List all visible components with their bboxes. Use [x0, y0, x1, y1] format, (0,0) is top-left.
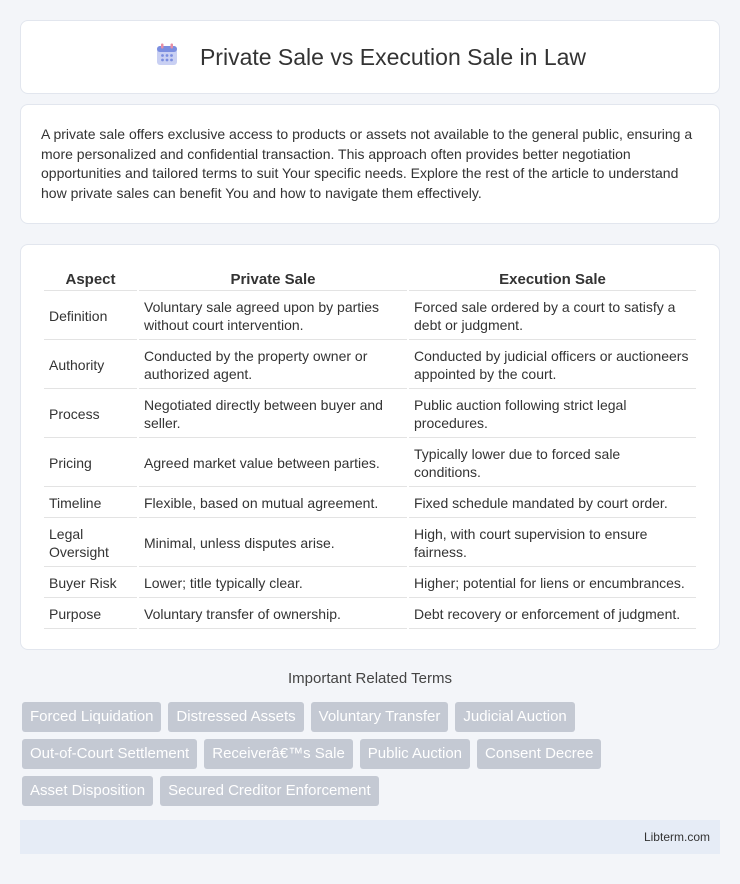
- execution-sale-cell: Debt recovery or enforcement of judgment.: [409, 600, 696, 629]
- related-term-tag[interactable]: Asset Disposition: [22, 776, 153, 806]
- footer-brand[interactable]: Libterm.com: [643, 830, 710, 844]
- table-row: [44, 520, 696, 567]
- header-execution-sale: Execution Sale: [409, 267, 696, 291]
- comparison-card: [20, 244, 720, 650]
- related-term-tag[interactable]: Public Auction: [360, 739, 470, 769]
- private-sale-cell: Voluntary sale agreed upon by parties without court intervention.: [139, 293, 407, 340]
- aspect-cell: Pricing: [44, 440, 137, 487]
- related-term-tag[interactable]: Forced Liquidation: [22, 702, 161, 732]
- execution-sale-cell: High, with court supervision to ensure fairness.: [409, 520, 696, 567]
- aspect-cell: Authority: [44, 342, 137, 389]
- aspect-cell: Legal Oversight: [44, 520, 137, 567]
- execution-sale-cell: Forced sale ordered by a court to satisfy a debt or judgment.: [409, 293, 696, 340]
- page-title: Private Sale vs Execution Sale in Law: [199, 43, 587, 70]
- comparison-table: [42, 265, 698, 631]
- aspect-cell: Process: [44, 391, 137, 438]
- execution-sale-cell: Higher; potential for liens or encumbrances.: [409, 569, 696, 598]
- execution-sale-cell: Conducted by judicial officers or auctioneers appointed by the court.: [409, 342, 696, 389]
- related-term-tag[interactable]: Receiverâ€™s Sale: [204, 739, 353, 769]
- table-row: [44, 600, 696, 629]
- aspect-cell: Timeline: [44, 489, 137, 518]
- private-sale-cell: Flexible, based on mutual agreement.: [139, 489, 407, 518]
- table-row: [44, 489, 696, 518]
- aspect-cell: Definition: [44, 293, 137, 340]
- private-sale-cell: Lower; title typically clear.: [139, 569, 407, 598]
- table-row: [44, 440, 696, 487]
- private-sale-cell: Negotiated directly between buyer and seller.: [139, 391, 407, 438]
- table-row: [44, 391, 696, 438]
- related-terms-list: [22, 702, 722, 806]
- header-private-sale: Private Sale: [139, 267, 407, 291]
- private-sale-cell: Voluntary transfer of ownership.: [139, 600, 407, 629]
- aspect-cell: Purpose: [44, 600, 137, 629]
- related-term-tag[interactable]: Out-of-Court Settlement: [22, 739, 197, 769]
- header-aspect: Aspect: [44, 267, 137, 291]
- table-row: [44, 293, 696, 340]
- title-card: [20, 20, 720, 94]
- calendar-icon: [154, 42, 180, 73]
- private-sale-cell: Minimal, unless disputes arise.: [139, 520, 407, 567]
- related-term-tag[interactable]: Consent Decree: [477, 739, 601, 769]
- related-term-tag[interactable]: Voluntary Transfer: [311, 702, 449, 732]
- execution-sale-cell: Fixed schedule mandated by court order.: [409, 489, 696, 518]
- execution-sale-cell: Public auction following strict legal procedures.: [409, 391, 696, 438]
- aspect-cell: Buyer Risk: [44, 569, 137, 598]
- private-sale-cell: Conducted by the property owner or authorized agent.: [139, 342, 407, 389]
- footer: [20, 820, 720, 854]
- related-term-tag[interactable]: Distressed Assets: [168, 702, 303, 732]
- table-row: [44, 569, 696, 598]
- related-term-tag[interactable]: Judicial Auction: [455, 702, 574, 732]
- related-term-tag[interactable]: Secured Creditor Enforcement: [160, 776, 379, 806]
- intro-text: A private sale offers exclusive access to products or assets not available to the general public, ensuring a more personalized and confidential transaction. This approach often provides better negotiation opportunities and tailored terms to suit Your specific needs. Explore the rest of the article to understand how private sales can benefit You and how to navigate them effectively.: [41, 126, 693, 201]
- table-row: [44, 342, 696, 389]
- related-terms-title: Important Related Terms: [288, 670, 452, 687]
- intro-card: [20, 104, 720, 224]
- table-header-row: [44, 267, 696, 291]
- execution-sale-cell: Typically lower due to forced sale conditions.: [409, 440, 696, 487]
- private-sale-cell: Agreed market value between parties.: [139, 440, 407, 487]
